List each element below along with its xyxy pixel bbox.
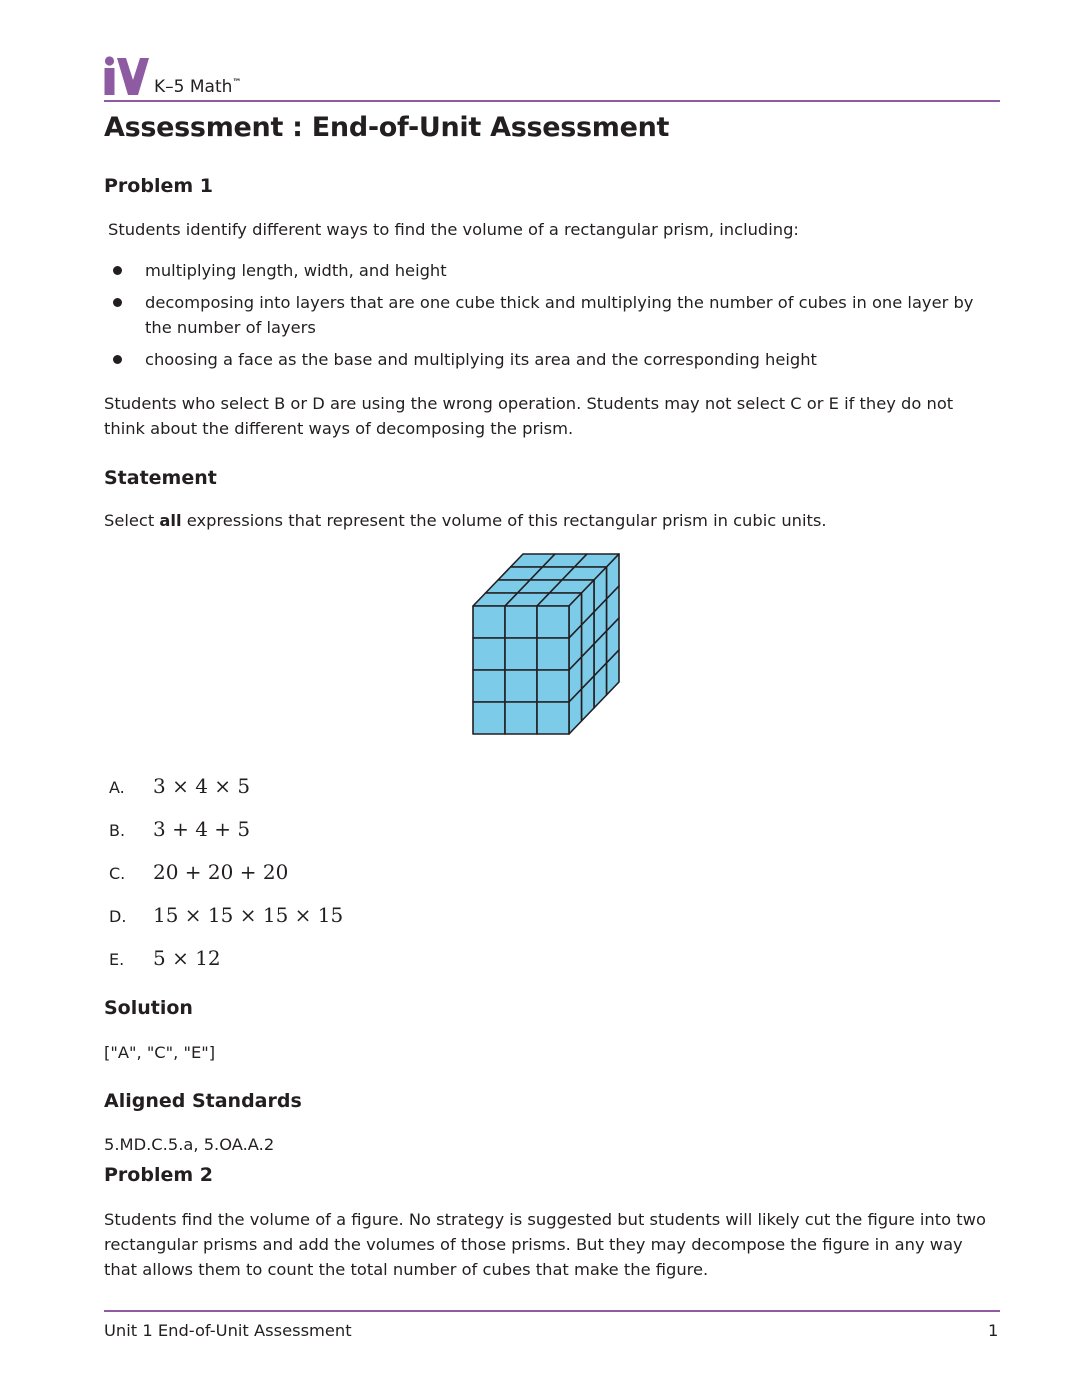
footer-divider (104, 1310, 1000, 1312)
choice-d[interactable] (104, 901, 404, 931)
standards-text: 5.MD.C.5.a, 5.OA.A.2 (104, 1135, 275, 1154)
problem-1-note: Students who select B or D are using the wrong operation. Students may not select C or E if they do not think about the different ways of decomposing the prism. (104, 394, 954, 438)
header-divider (104, 100, 1000, 102)
choice-c[interactable] (104, 858, 404, 888)
choice-expression: 3 + 4 + 5 (153, 817, 251, 841)
bullet-item: decomposing into layers that are one cube thick and multiplying the number of cubes in one layer by the number of layers (104, 290, 994, 340)
prism-front-cube-face (537, 702, 569, 734)
prism-front-cube-face (505, 670, 537, 702)
page-title: Assessment : End-of-Unit Assessment (104, 112, 670, 143)
prism-front-cube-face (473, 702, 505, 734)
problem-1-bullet-list (104, 258, 994, 379)
choice-letter: C. (109, 864, 126, 883)
prism-front-cube-face (473, 606, 505, 638)
choice-letter: B. (109, 821, 126, 840)
im-logo-icon (104, 56, 150, 96)
prism-front-cube-face (505, 638, 537, 670)
prism-front-cube-face (473, 638, 505, 670)
choice-expression: 20 + 20 + 20 (153, 860, 289, 884)
solution-heading: Solution (104, 997, 193, 1019)
choice-letter: E. (109, 950, 125, 969)
prism-front-cube-face (473, 670, 505, 702)
prism-front-cube-face (537, 670, 569, 702)
problem-1-heading: Problem 1 (104, 175, 213, 197)
bullet-dot-icon (113, 266, 122, 275)
bullet-dot-icon (113, 355, 122, 364)
choice-letter: A. (109, 778, 125, 797)
problem-2-heading: Problem 2 (104, 1164, 213, 1186)
im-logo (104, 54, 241, 96)
prism-front-cube-face (505, 606, 537, 638)
rectangular-prism-figure (470, 550, 630, 740)
prism-front-cube-face (505, 702, 537, 734)
problem-2-text: Students find the volume of a figure. No strategy is suggested but students will likely cut the figure into two rectangular prisms and add the volumes of those prisms. But they may decompose the figure in any way that allows them to count the total number of cubes that make the figure. (104, 1210, 986, 1279)
prism-front-cube-face (537, 638, 569, 670)
bullet-item: multiplying length, width, and height (104, 258, 994, 283)
choice-letter: D. (109, 907, 127, 926)
statement-text: Select all expressions that represent the volume of this rectangular prism in cubic units. (104, 511, 827, 530)
choice-expression: 5 × 12 (153, 946, 221, 970)
choice-e[interactable] (104, 944, 404, 974)
choice-b[interactable] (104, 815, 404, 845)
problem-1-intro: Students identify different ways to find the volume of a rectangular prism, including: (108, 220, 799, 239)
standards-heading: Aligned Standards (104, 1090, 302, 1112)
bullet-item: choosing a face as the base and multiplying its area and the corresponding height (104, 347, 994, 372)
choice-expression: 3 × 4 × 5 (153, 774, 251, 798)
choice-a[interactable] (104, 772, 404, 802)
prism-front-cube-face (537, 606, 569, 638)
bullet-dot-icon (113, 298, 122, 307)
footer-page-number: 1 (988, 1321, 999, 1340)
logo-product-name: K–5 Math™ (154, 77, 242, 97)
footer-unit-title: Unit 1 End-of-Unit Assessment (104, 1321, 352, 1340)
statement-heading: Statement (104, 467, 217, 489)
choice-expression: 15 × 15 × 15 × 15 (153, 903, 344, 927)
solution-text: ["A", "C", "E"] (104, 1043, 216, 1062)
